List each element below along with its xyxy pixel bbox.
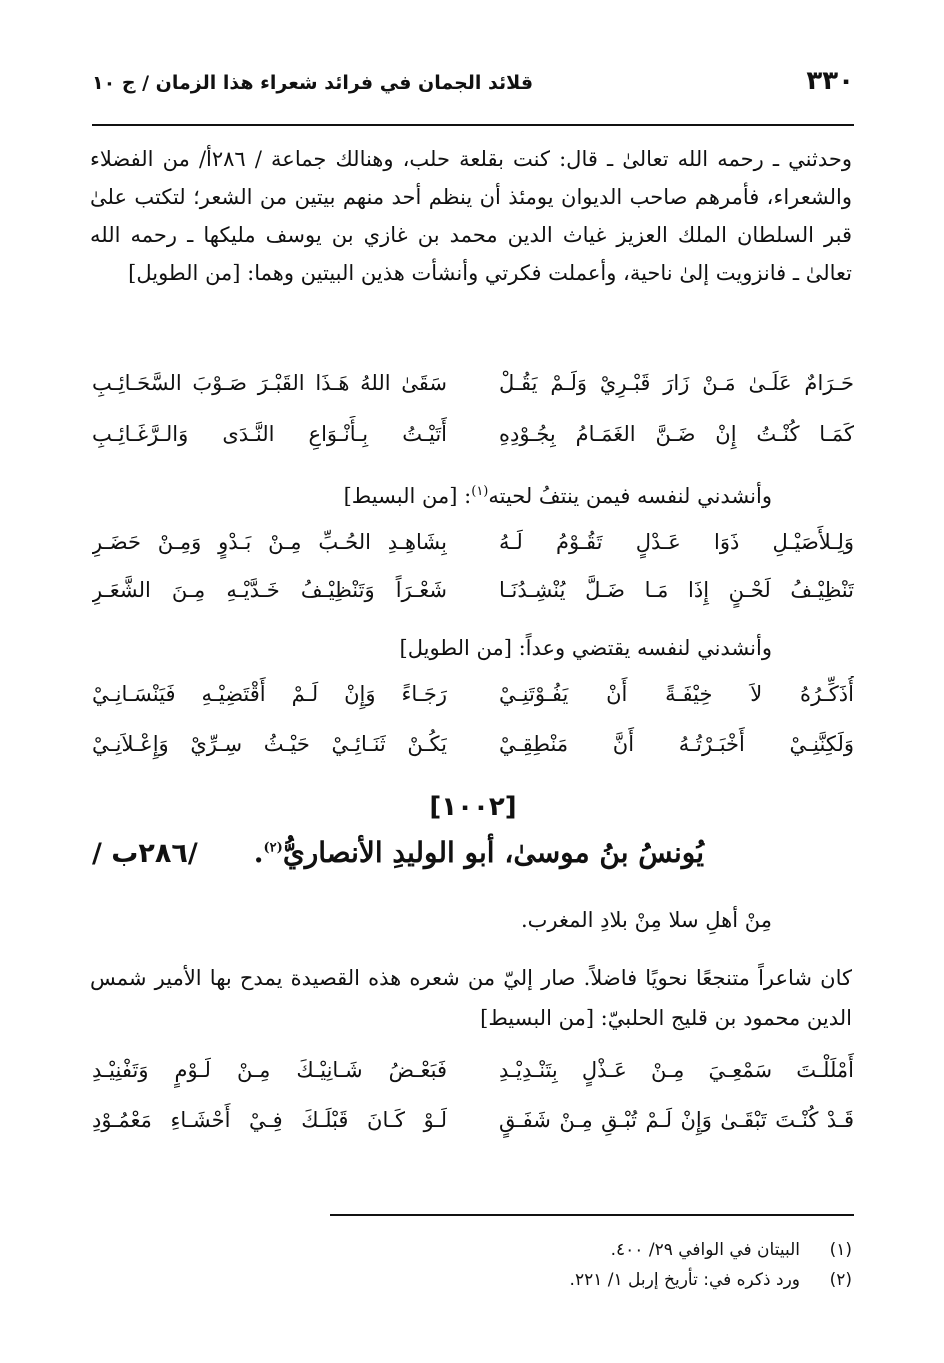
hemistich-second: شَعْـرَاً وَتَنْظِيْـفُ خَـدَّيْـهِ مِـنَ الشَّعَـرِ [92, 578, 447, 602]
footnote-text: البيتان في الوافي ٢٩/ ٤٠٠. [610, 1240, 800, 1260]
poem1-verse-1 [92, 365, 854, 401]
poet-origin: مِنْ أهلِ سلا مِنْ بلادِ المغرب. [520, 908, 772, 932]
entry-heading [92, 836, 854, 886]
poem3-verse-2 [92, 726, 854, 762]
hemistich-second: فَبَعْـضُ شَـانِيْـكَ مِـنْ لَـوْمٍ وَتَفْنِيْـدِ [92, 1058, 447, 1082]
hemistich-second: رَجَـاءً وَإِنْ لَـمْ أَقْتَضِيْـهِ فَيَنْسَـانِـيْ [92, 682, 447, 706]
folio-marker: / ٢٨٦ب/ [92, 838, 198, 869]
poet-name [254, 836, 704, 869]
footnote-text: ورد ذكره في: تأريخ إربل ١/ ٢٢١. [569, 1270, 800, 1290]
footnote-2 [90, 1266, 852, 1294]
running-title: قلائد الجمان في فرائد شعراء هذا الزمان / ج ١٠ [92, 72, 534, 94]
footnote-ref: (٢) [263, 840, 283, 856]
intro-text: وأنشدني لنفسه فيمن ينتفُ لحيته [488, 484, 772, 508]
hemistich-first: حَـرَامٌ عَلَـىٰ مَـنْ زَارَ قَبْـرِيْ وَلَـمْ يَقُـلْ [499, 371, 854, 395]
hemistich-first: أَمْلَلْـتَ سَمْعِـيَ مِـنْ عَـذْلٍ بِتَنْـدِيْـدِ [499, 1058, 854, 1082]
entry2-paragraph: كان شاعراً متنجعًا نحويًا فاضلاً. صار إليّ من شعره هذه القصيدة يمدح بها الأمير شمس الدين محمود بن قليج الحلبيّ: [من البسيط] [90, 966, 852, 1030]
poet-name-end: . [253, 836, 264, 869]
poem4-verse-2 [92, 1102, 854, 1138]
poem1-verse-2 [92, 416, 854, 452]
footnote-1 [90, 1236, 852, 1264]
poem2-verse-2 [92, 572, 854, 608]
hemistich-second: لَـوْ كَـانَ قَبْلَـكَ فِـيْ أَحْشَـاءِ مَعْمُـوْدِ [92, 1108, 447, 1132]
hemistich-first: تَنْظِيْـفُ لَحْـنٍ إِذَا مَـا ضَـلَّ يُنْشِـدُنَـا [499, 578, 854, 602]
footnote-ref: (١) [471, 484, 489, 499]
meter-label: : [من البسيط] [343, 484, 472, 508]
hemistich-second: بِشَاهِـدِ الحُـبِّ مِـنْ بَـدْوٍ وَمِـنْ حَضَـرِ [92, 530, 447, 554]
page-number: ٣٣٠ [806, 66, 854, 96]
hemistich-second: سَقَىٰ اللهُ هَـذَا القَبْـرَ صَـوْبَ السَّحَـائِـبِ [92, 371, 447, 395]
poem2-intro [90, 474, 852, 514]
header-rule [92, 124, 854, 126]
entry1-paragraph: وحدثني ـ رحمه الله تعالىٰ ـ قال: كنت بقلعة حلب، وهنالك جماعة / ٢٨٦أ/ من الفضلاء والشعراء، فأمرهم صاحب الديوان يومئذ أن ينظم أحد منهم بيتين من الشعر؛ لتكتب علىٰ قبر السلطان الملك العزيز غياث الدين محمد بن غازي بن يوسف مليكها ـ رحمه الله تعالىٰ ـ فانزويت إلىٰ ناحية، وأعملت فكرتي وأنشأت هذين البيتين وهما: [من الطويل] [90, 147, 852, 285]
footnote-rule [330, 1214, 854, 1216]
hemistich-first: كَمَـا كُنْـتُ إِنْ ضَـنَّ الغَمَـامُ بِجُـوْدِهِ [499, 422, 854, 446]
hemistich-second: أَتَيْـتُ بِـأَنْـوَاعِ النَّـدَى وَالـرَّغَـائِـبِ [92, 422, 447, 446]
page-header [92, 66, 854, 106]
poem2-verse-1 [92, 524, 854, 560]
footnote-mark: (١) [829, 1240, 852, 1260]
hemistich-first: وَلَكِنَّنِـيْ أَخْبَـرْتُـهُ أَنَّ مَنْطِقِـيْ [499, 732, 854, 756]
hemistich-first: أُذَكِّـرُهُ لاَ خِيْفَـةً أَنْ يَفُـوْتَنِـيْ [499, 682, 854, 706]
poet-name-text: يُونسُ بنُ موسىٰ، أبو الوليدِ الأنصاريُّ [282, 836, 704, 869]
hemistich-first: قَـدْ كُنْـتَ تَبْقَـىٰ وَإِنْ لَـمْ تُبْـقِ مِـنْ شَفَـقٍ [499, 1108, 854, 1132]
poem4-verse-1 [92, 1052, 854, 1088]
hemistich-first: وَلِـلأَصَيْـلِ ذَوَا عَـدْلٍ تَقُـوْمُ لَـهُ [499, 530, 854, 554]
footnote-mark: (٢) [829, 1270, 852, 1290]
entry-number: [١٠٠٢] [429, 792, 517, 822]
poem3-intro: وأنشدني لنفسه يقتضي وعداً: [من الطويل] [399, 636, 772, 660]
hemistich-second: يَكُـنْ ثَنَـائِـيْ حَيْـثُ سِـرِّيْ وَإِعْـلاَنِـيْ [92, 732, 447, 756]
poem3-verse-1 [92, 676, 854, 712]
